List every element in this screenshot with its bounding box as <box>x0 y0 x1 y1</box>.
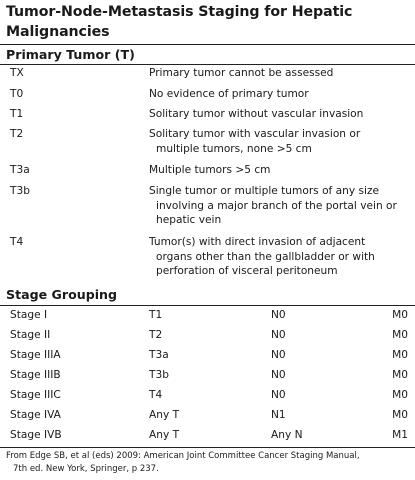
table-title-line-1: Tumor-Node-Metastasis Staging for Hepatic <box>6 4 353 20</box>
primary-tumor-divider <box>0 64 415 65</box>
stage-m-value: M0 <box>392 309 408 321</box>
stage-t-value: T2 <box>149 329 163 341</box>
stage-m-value: M0 <box>392 389 408 401</box>
tumor-description <box>149 66 411 81</box>
stage-n-value: N0 <box>271 389 286 401</box>
stage-label: Stage IIIB <box>10 369 61 381</box>
stage-t-value: Any T <box>149 409 180 421</box>
footnote-divider <box>0 447 415 448</box>
tumor-code: T3a <box>10 164 30 176</box>
tumor-description-line: involving a major branch of the portal vein or <box>156 199 397 212</box>
tumor-code: T2 <box>10 128 24 140</box>
tumor-description <box>149 184 411 228</box>
tumor-description-line: Multiple tumors >5 cm <box>149 164 271 176</box>
tumor-description <box>149 87 411 102</box>
source-footnote <box>6 450 410 476</box>
tumor-code: T0 <box>10 88 24 100</box>
primary-tumor-heading: Primary Tumor (T) <box>6 47 135 62</box>
footnote-line: 7th ed. New York, Springer, p 237. <box>13 464 159 474</box>
tumor-description-line: organs other than the gallbladder or with <box>156 250 375 263</box>
stage-label: Stage IIIC <box>10 389 61 401</box>
tumor-code: T1 <box>10 108 24 120</box>
stage-label: Stage IVA <box>10 409 61 421</box>
title-divider <box>0 44 415 45</box>
stage-label: Stage IIIA <box>10 349 61 361</box>
tumor-description <box>149 163 411 178</box>
stage-n-value: N1 <box>271 409 286 421</box>
table-title-line-2: Malignancies <box>6 24 110 40</box>
stage-n-value: N0 <box>271 349 286 361</box>
stage-t-value: Any T <box>149 429 180 441</box>
stage-label: Stage IVB <box>10 429 62 441</box>
stage-grouping-heading: Stage Grouping <box>6 287 118 302</box>
tumor-description-line: Tumor(s) with direct invasion of adjacent <box>149 236 366 248</box>
tumor-description-line: Solitary tumor with vascular invasion or <box>149 128 361 140</box>
tumor-description-line: Primary tumor cannot be assessed <box>149 67 334 79</box>
tumor-description-line: hepatic vein <box>156 214 222 226</box>
tumor-code: T3b <box>10 185 30 197</box>
stage-m-value: M0 <box>392 349 408 361</box>
tumor-description <box>149 107 411 122</box>
stage-label: Stage I <box>10 309 48 321</box>
table-title <box>6 2 410 42</box>
tumor-code: T4 <box>10 236 24 248</box>
stage-t-value: T3a <box>149 349 169 361</box>
stage-grouping-divider <box>0 305 415 306</box>
tumor-code: TX <box>10 67 24 79</box>
stage-m-value: M0 <box>392 369 408 381</box>
tumor-description-line: perforation of visceral peritoneum <box>156 265 338 277</box>
stage-n-value: Any N <box>271 429 303 441</box>
stage-n-value: N0 <box>271 329 286 341</box>
footnote-line: From Edge SB, et al (eds) 2009: American Joint Committee Cancer Staging Manual, <box>6 451 360 461</box>
tumor-description-line: multiple tumors, none >5 cm <box>156 142 312 155</box>
tumor-description-line: No evidence of primary tumor <box>149 88 309 100</box>
stage-m-value: M0 <box>392 329 408 341</box>
stage-t-value: T1 <box>149 309 163 321</box>
stage-n-value: N0 <box>271 369 286 381</box>
stage-n-value: N0 <box>271 309 286 321</box>
tumor-description <box>149 235 411 279</box>
stage-label: Stage II <box>10 329 51 341</box>
tumor-description-line: Single tumor or multiple tumors of any size <box>149 185 380 197</box>
stage-m-value: M1 <box>392 429 408 441</box>
stage-m-value: M0 <box>392 409 408 421</box>
stage-t-value: T4 <box>149 389 163 401</box>
tumor-description-line: Solitary tumor without vascular invasion <box>149 108 364 120</box>
tumor-description <box>149 127 411 156</box>
stage-t-value: T3b <box>149 369 169 381</box>
